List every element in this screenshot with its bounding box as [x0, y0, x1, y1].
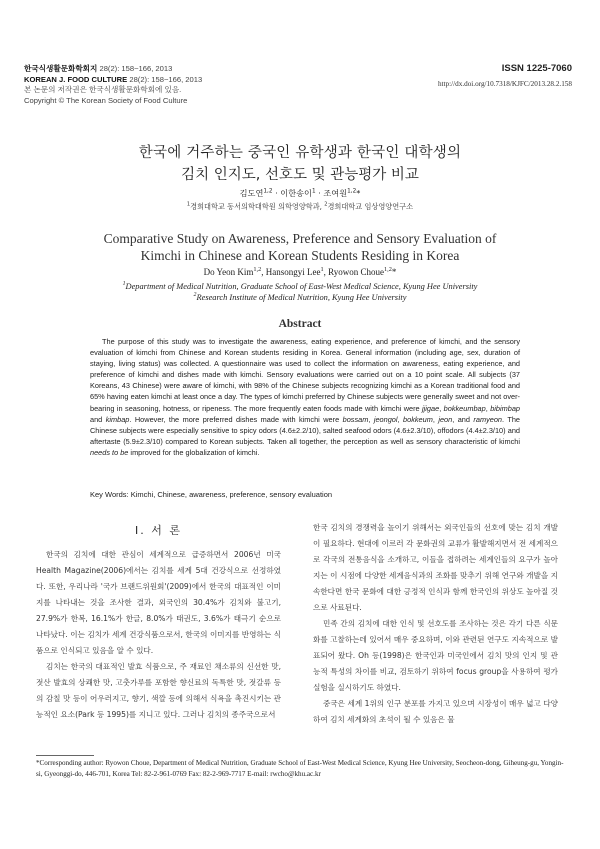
- body-column-left: [36, 523, 281, 723]
- journal-info-kr: 28(2): 158~166, 2013: [97, 64, 173, 73]
- journal-header: [24, 64, 202, 106]
- paragraph: 한국 김치의 경쟁력을 높이기 위해서는 외국인들의 선호에 맞는 김치 개발이 필요하다. 현대에 이르러 각 문화권의 교류가 활발해지면서 전 세계적으로 각국의 전통음식을 소개하고, 이들을 접하려는 세계인들의 요구가 높아지는 이 시점에 다양한 세계음식과의 조화를 맞추기 위해 연구와 개발을 지속한다면 한국 문화에 대한 긍정적 인식과 함께 한국인의 위상도 높아질 것으로 사료된다.: [313, 523, 558, 612]
- corresponding-author-footnote: *Corresponding author: Ryowon Choue, Department of Medical Nutrition, Graduate School of East-West Medical Science, Kyung Hee University, Seocheon-dong, Giheung-gu, Yongin-si, Gyeonggi-do, 446-701, Korea Tel: 82-2-961-0769 Fax: 82-2-969-7717 E-mail: rwcho@khu.ac.kr: [36, 759, 564, 778]
- doi-link[interactable]: http://dx.doi.org/10.7318/KJFC/2013.28.2.158: [437, 80, 572, 88]
- issn: ISSN 1225-7060: [501, 63, 572, 74]
- affiliation-en-1: $^1$Department of Medical Nutrition, Graduate School of East-West Medical Science, Kyung Hee University: [122, 281, 478, 291]
- abstract-body: The purpose of this study was to investigate the awareness, eating experience, and preference of kimchi, and the sensory evaluation of kimchi from Chinese and Korean students residing in Korea. General information (including age, sex, duration of staying, living status) was collected. A questionnaire was used to collect the information on awareness, eating experience, and preference of kimchi and dishes made with kimchi. Sensory evaluations were carried out on a 10 point scale. All subjects (37 Koreans, 43 Chinese) were aware of kimchi, with 98% of the Chinese subjects recognizing kimchi as a Korean traditional food and 65% having eaten kimchi at least once a day. The types of kimchi preferred by Chinese subjects were generally sweet and not over-bearing in seasoning, hotness, or ripeness. The more frequently eaten foods made with kimchi were jjigae, bokkeumbap, bibimbap and kimbap. However, the more preferred dishes made with kimchi were bossam, jeongol, bokkeum, jeon, and ramyeon. The Chinese subjects were especially sensitive to spicy odors (4.6±2.2/10), salted seafood odors (4.6±2.3/10), offodors (4.4±2.3/10) and aftertaste (5.9±2.3/10) compared to Korean subjects. Taken all together, the perception as well as sensory characteristic of kimchi needs to be improved for the globalization of kimchi.: [90, 337, 521, 457]
- paragraph: 한국의 김치에 대한 관심이 세계적으로 급증하면서 2006년 미국 Health Magazine(2006)에서는 김치를 세계 5대 건강식으로 선정하였다. 또한, 우리나라 '국가 브랜드위원회'(2009)에서 한국의 대표적인 이미지를 나타내는 것을 조사한 결과, 외국인의 30.4%가 김치와 불고기, 27.9%가 한복, 16.1%가 한글, 8.0%가 태권도, 3.6%가 태극기 순으로 나타났다. 이는 김치가 세계 건강식품으로서, 한국의 이미지를 반영하는 식품으로 인식되고 있음을 알 수 있다.: [36, 550, 281, 655]
- paragraph: 김치는 한국의 대표적인 발효 식품으로, 주 재료인 채소류의 신선한 맛, 젓산 발효의 상쾌한 맛, 고춧가루를 포함한 향신료의 독특한 맛, 젓갈류 등의 감칠 맛 등이 어우러지고, 향기, 색깔 등에 의해서 식욕을 촉진시키는 관능적인 요소(Park 등 1995)를 지니고 있다. 그러나 김치의 종주국으로서: [36, 662, 281, 719]
- copyright-kr: 본 논문의 저작권은 한국식생활문화학회에 있음.: [24, 85, 182, 95]
- keywords: Key Words: Kimchi, Chinese, awareness, preference, sensory evaluation: [90, 490, 333, 499]
- affiliation-kr: $^1$경희대학교 동서의학대학원 의학영양학과, $^2$경희대학교 임상영양연구소: [186, 201, 414, 211]
- paragraph: 민족 간의 김치에 대한 인식 및 선호도를 조사하는 것은 각기 다른 식문화를 고찰하는데 있어서 매우 중요하며, 이와 관련된 연구도 지속적으로 발표되어 왔다. Oh 등(1998)은 한국인과 미국인에서 김치 맛의 인지 및 관능적 특성의 차이를 비교, 검토하기 위하여 focus group을 사용하여 평가실험을 실시하기도 하였다.: [313, 619, 558, 692]
- paragraph: 중국은 세계 1위의 인구 분포를 가지고 있으며 시장성이 매우 넓고 다양하여 김치 세계화의 초석이 될 수 있음은 물: [313, 699, 558, 724]
- title-en-line1: Comparative Study on Awareness, Preference and Sensory Evaluation of: [103, 231, 497, 246]
- journal-name-kr: 한국식생활문화학회지: [24, 64, 98, 73]
- authors-kr: 김도연$^{1,2}$ · 이한송이$^1$ · 조여원$^{1,2}$*: [239, 188, 361, 198]
- issn-doi-block: [438, 63, 572, 88]
- body-column-right: [313, 520, 558, 728]
- section-heading-introduction: Ⅰ. 서 론: [135, 524, 182, 537]
- affiliation-en-2: $^2$Research Institute of Medical Nutrition, Kyung Hee University: [193, 292, 407, 302]
- title-en-line2: Kimchi in Chinese and Korean Students Residing in Korea: [140, 248, 460, 263]
- footnote-divider: [36, 755, 94, 756]
- journal-name-en: KOREAN J. FOOD CULTURE: [24, 74, 128, 84]
- title-kr-line1: 한국에 거주하는 중국인 유학생과 한국인 대학생의: [138, 145, 462, 161]
- copyright-en: Copyright © The Korean Society of Food Culture: [24, 95, 188, 105]
- abstract-title: Abstract: [278, 318, 322, 330]
- title-kr-line2: 김치 인지도, 선호도 및 관능평가 비교: [181, 167, 419, 183]
- authors-en: Do Yeon Kim$^{1,2}$, Hansongyi Lee$^1$, Ryowon Choue$^{1,2}$*: [203, 266, 397, 277]
- journal-info-en: 28(2): 158~166, 2013: [127, 74, 203, 84]
